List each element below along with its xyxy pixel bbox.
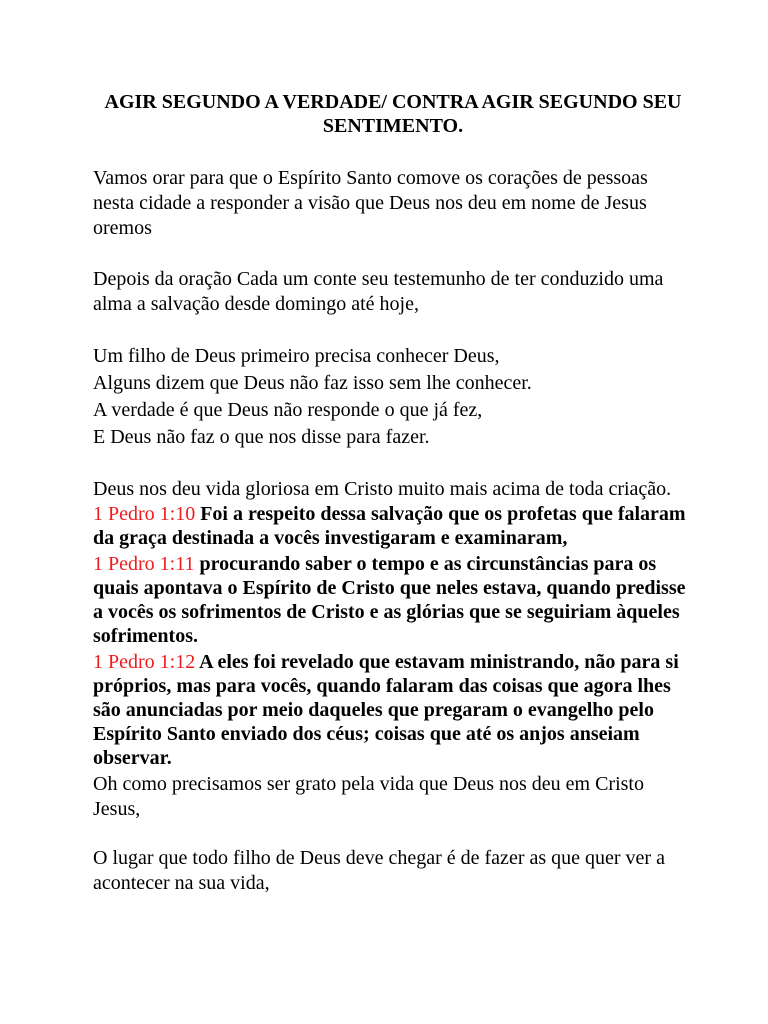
statement-line: A verdade é que Deus não responde o que já fez,: [93, 399, 483, 421]
verse-1-pedro-1-11: [93, 552, 693, 648]
verse-text: procurando saber o tempo e as circunstâncias para os quais apontava o Espírito de Cristo que neles estava, quando predisse a vocês os sofrimentos de Cristo e as glórias que se seguiriam àqueles sofrimentos.: [93, 553, 686, 647]
verse-reference: 1 Pedro 1:12: [93, 651, 196, 673]
verse-text: A eles foi revelado que estavam ministrando, não para si próprios, mas para vocês, quando falaram das coisas que agora lhes são anunciadas por meio daqueles que pregaram o evangelho pelo Espírito Santo enviado dos céus; coisas que até os anjos anseiam observar.: [93, 651, 679, 769]
verse-reference: 1 Pedro 1:10: [93, 503, 196, 525]
document-title: AGIR SEGUNDO A VERDADE/ CONTRA AGIR SEGUNDO SEU SENTIMENTO.: [104, 91, 682, 137]
statement-line: Um filho de Deus primeiro precisa conhecer Deus,: [93, 345, 500, 367]
verse-text: Foi a respeito dessa salvação que os profetas que falaram da graça destinada a vocês investigaram e examinaram,: [93, 503, 686, 549]
verse-reference: 1 Pedro 1:11: [93, 553, 195, 575]
paragraph-testimony: Depois da oração Cada um conte seu testemunho de ter conduzido uma alma a salvação desde domingo até hoje,: [93, 268, 664, 315]
paragraph-gratitude: Oh como precisamos ser grato pela vida que Deus nos deu em Cristo Jesus,: [93, 773, 644, 820]
paragraph-destination: O lugar que todo filho de Deus deve chegar é de fazer as que quer ver a acontecer na sua vida,: [93, 847, 665, 894]
verse-1-pedro-1-12: [93, 650, 693, 770]
verse-1-pedro-1-10: [93, 502, 693, 550]
statement-lines: [93, 343, 693, 451]
paragraph-prayer: Vamos orar para que o Espírito Santo comove os corações de pessoas nesta cidade a responder a visão que Deus nos deu em nome de Jesus oremos: [93, 167, 648, 239]
statement-line: Alguns dizem que Deus não faz isso sem lhe conhecer.: [93, 372, 532, 394]
statement-line: E Deus não faz o que nos disse para fazer.: [93, 426, 430, 448]
paragraph-glorious-life: Deus nos deu vida gloriosa em Cristo muito mais acima de toda criação.: [93, 478, 672, 500]
document-page: [93, 90, 693, 922]
